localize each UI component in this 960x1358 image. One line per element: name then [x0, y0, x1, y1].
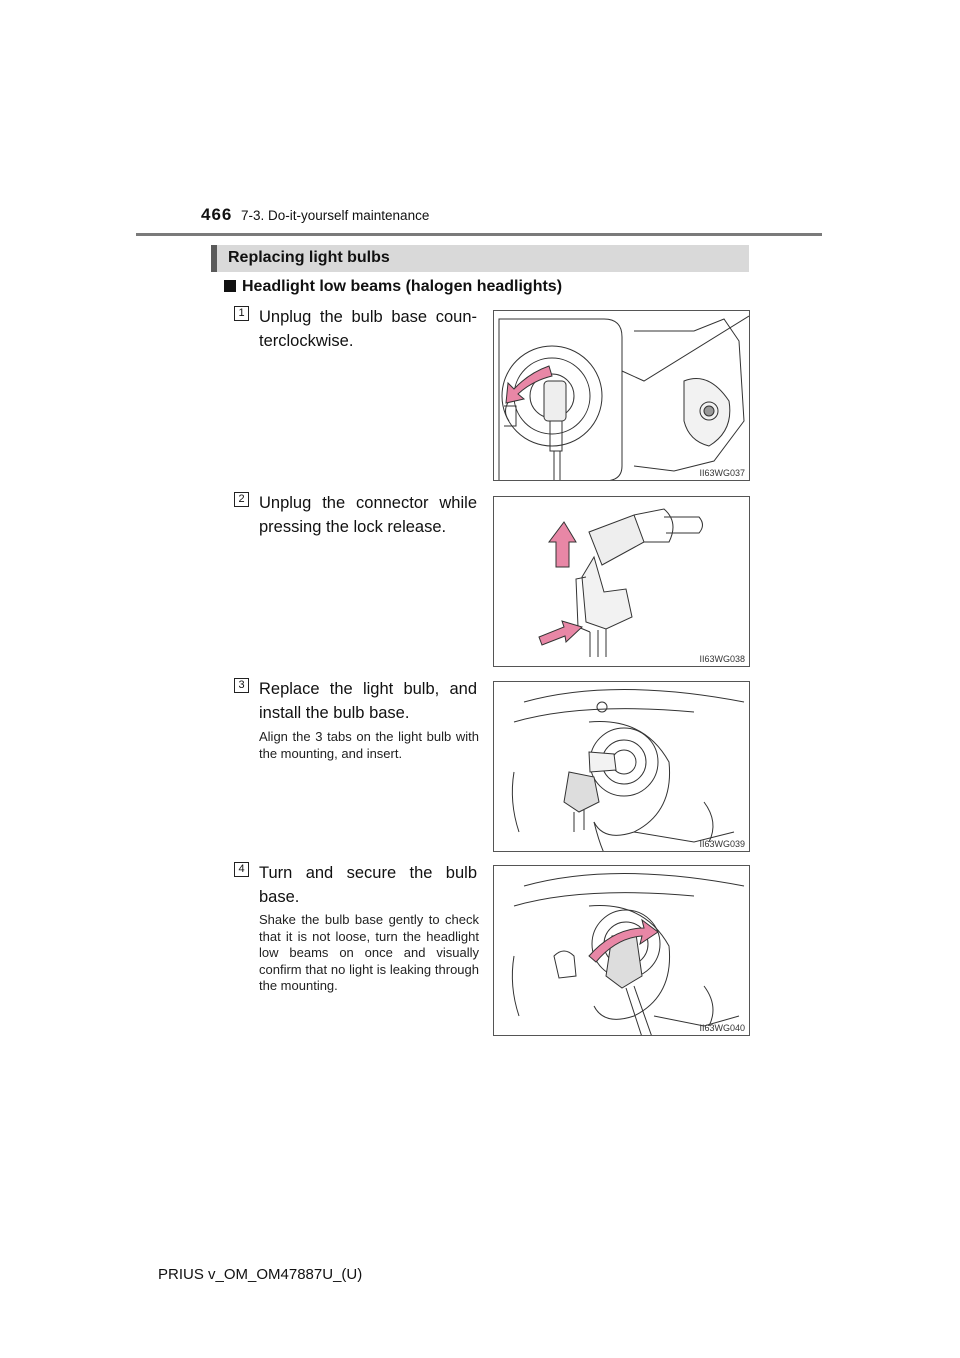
bulb-install-illustration [494, 682, 750, 852]
figure-step-2 [493, 496, 750, 667]
figure-code: II63WG037 [699, 468, 745, 478]
step-4-text: Turn and secure the bulb base. [259, 864, 477, 906]
document-footer: PRIUS v_OM_OM47887U_(U) [158, 1266, 363, 1283]
figure-step-4 [493, 865, 750, 1036]
bulb-secure-illustration [494, 866, 750, 1036]
step-3-note: Align the 3 tabs on the light bulb with the mounting, and insert. [259, 729, 479, 761]
header-rule [136, 233, 822, 236]
figure-step-3 [493, 681, 750, 852]
section-heading: Replacing light bulbs [228, 249, 390, 266]
page-number: 466 [201, 205, 233, 224]
up-arrow-icon [549, 522, 576, 567]
figure-code: II63WG040 [699, 1023, 745, 1033]
figure-code: II63WG039 [699, 839, 745, 849]
step-4-note: Shake the bulb base gently to check that it is not loose, turn the headlight low beams on once and visually confirm that no light is leaking through the mounting. [259, 912, 479, 993]
square-bullet-icon [224, 280, 236, 292]
subheading [224, 278, 562, 296]
step-number-4: 4 [234, 862, 249, 877]
headlight-rear-illustration [494, 311, 750, 481]
chapter-title: 7-3. Do-it-yourself maintenance [241, 208, 430, 223]
subheading-text: Headlight low beams (halogen headlights) [242, 278, 563, 295]
step-number-1: 1 [234, 306, 249, 321]
figure-code: II63WG038 [699, 654, 745, 664]
step-number-3: 3 [234, 678, 249, 693]
bulb-connector-illustration [494, 497, 750, 667]
press-arrow-icon [539, 621, 582, 645]
step-number-2: 2 [234, 492, 249, 507]
step-1-text: Unplug the bulb base coun-terclockwise. [259, 308, 477, 350]
step-2-text: Unplug the connector while pressing the lock release. [259, 494, 477, 536]
section-heading-band [211, 245, 749, 272]
figure-step-1 [493, 310, 750, 481]
step-3-text: Replace the light bulb, and install the bulb base. [259, 680, 477, 722]
